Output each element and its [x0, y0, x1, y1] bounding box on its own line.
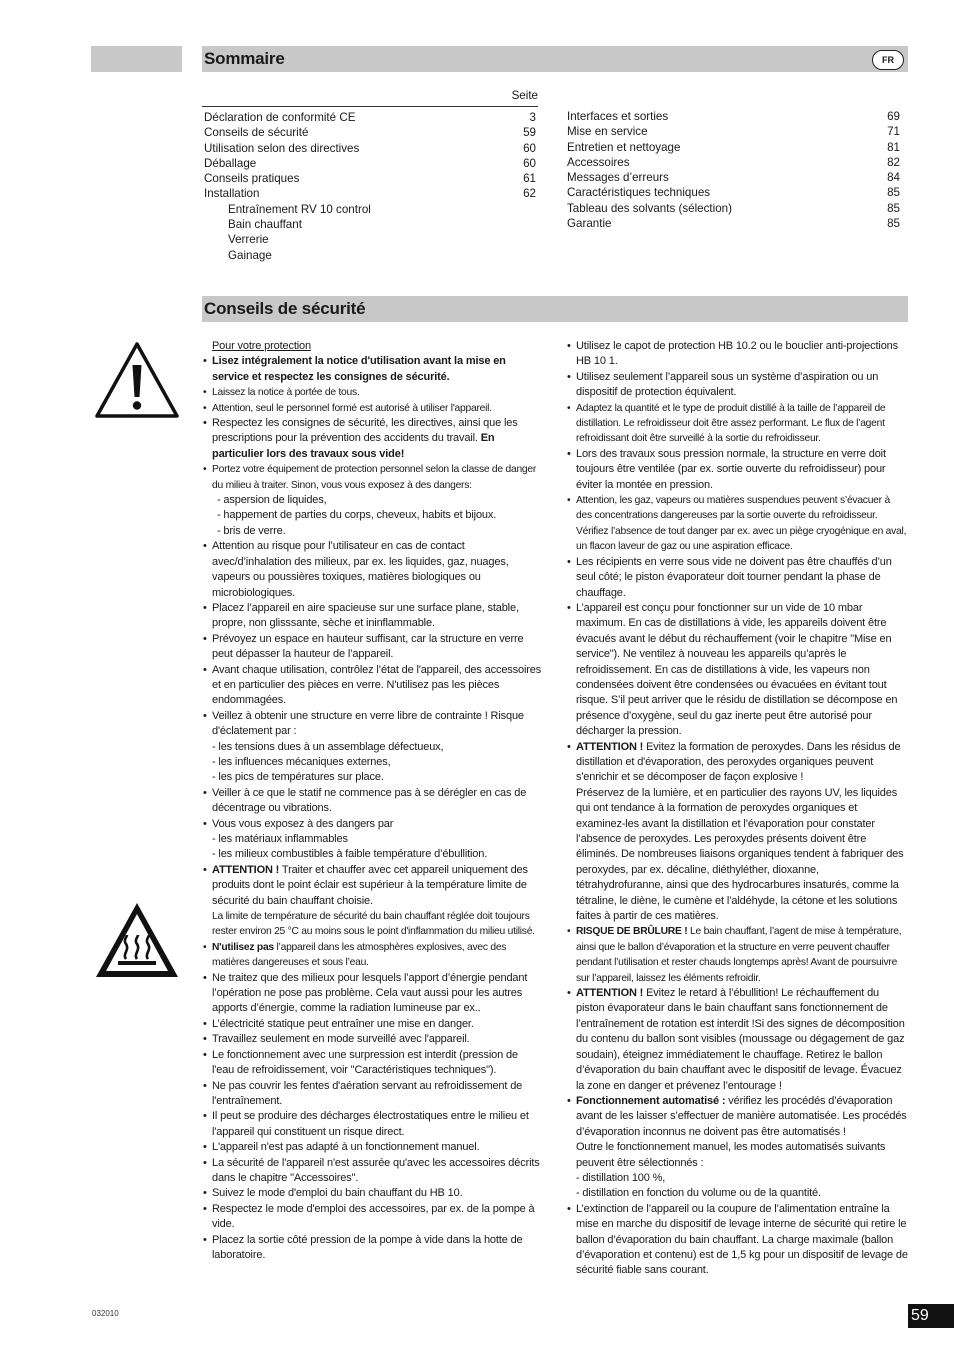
list-subitem: - distillation en fonction du volume ou de la quantité. — [576, 1187, 821, 1200]
section-title: Conseils de sécurité — [204, 299, 366, 318]
list-item: • Lisez intégralement la notice d'utilisation avant la mise en service et respectez les consignes de sécurité. — [203, 354, 542, 385]
margin-bar-top — [91, 46, 182, 72]
list-subitem: - bris de verre. — [217, 524, 286, 537]
section-header-safety — [202, 296, 908, 322]
toc-entry[interactable]: Caractéristiques techniques 85 — [567, 186, 900, 200]
toc-subentry[interactable]: Bain chauffant — [228, 218, 302, 232]
list-item: • Les récipients en verre sous vide ne doivent pas être chauffés d’un seul côté; le piston évaporateur doit tourner pendant la phase de chauffage. — [567, 555, 908, 601]
toc-entry[interactable]: Conseils pratiques 61 — [204, 172, 536, 186]
list-item: • Fonctionnement automatisé : vérifiez les procédés d’évaporation avant de les laisser s’effectuer de manière automatisée. Les procédés d’évaporation inconnus ne doivent pas être automatisés ! — [567, 1094, 908, 1140]
toc-entry[interactable]: Entretien et nettoyage 81 — [567, 140, 900, 154]
section-header-sommaire — [202, 46, 908, 72]
warning-triangle-icon — [94, 341, 180, 419]
list-item: • L’extinction de l’appareil ou la coupure de l’alimentation entraîne la mise en marche du dispositif de levage interne de sécurité qui retire le ballon d’évaporation du bain chauffant. La charge maximale (ballon d’évaporation et contenu) est de 1,5 kg pour un dispositif de levage de sécurité fiable sans courant. — [567, 1202, 908, 1279]
list-item: • Placez la sortie côté pression de la pompe à vide dans la hotte de laboratoire. — [203, 1233, 542, 1264]
toc-entry[interactable]: Installation 62 — [204, 187, 536, 201]
list-item: • ATTENTION ! Traiter et chauffer avec cet appareil uniquement des produits dont le point éclair est supérieur à la température limite de sécurité du bain chauffant choisie. — [203, 863, 542, 909]
list-item: • ATTENTION ! Evitez le retard à l’ébullition! Le réchauffement du piston évaporateur dans le bain chauffant sans fonctionnement de l’entraînement de rotation est interdit !Si des signes de décomposition du contenu du ballon sont visibles (moussage ou dégagement de gaz soudain), éteignez immédiatement le chauffage. Retirez le ballon d’évaporation du bain chauffant avec le dispositif de levage. Évacuez la zone en danger et prévenez l’entourage ! — [567, 986, 908, 1094]
list-item: • Vous vous exposez à des dangers par — [203, 817, 542, 832]
list-paragraph: Outre le fonctionnement manuel, les modes automatisés suivants peuvent être sélectionnés : — [576, 1141, 886, 1169]
list-item: • ATTENTION ! Evitez la formation de peroxydes. Dans les résidus de distillation et d'évaporation, des peroxydes organiques peuvent s'enrichir et se décomposer de façon explosive ! — [567, 740, 908, 786]
toc-entry[interactable]: Déballage 60 — [204, 156, 536, 170]
list-item: • Ne pas couvrir les fentes d'aération servant au refroidissement de l'entraînement. — [203, 1079, 542, 1110]
list-item: • Utilisez le capot de protection HB 10.2 ou le bouclier anti-projections HB 10 1. — [567, 339, 908, 370]
list-item: • Ne traitez que des milieux pour lesquels l’apport d’énergie pendant l’opération ne pose pas problème. Cela vaut aussi pour les autres apports d’énergie, comme la radiation lumineuse par ex.. — [203, 971, 542, 1017]
toc-entry[interactable]: Utilisation selon des directives 60 — [204, 141, 536, 155]
subheading: Pour votre protection — [212, 340, 311, 352]
list-subitem: - aspersion de liquides, — [217, 494, 327, 507]
toc-entry[interactable]: Conseils de sécurité 59 — [204, 126, 536, 140]
list-item: • Lors des travaux sous pression normale, la structure en verre doit toujours être ventilée (par ex. sortie ouverte du refroidisseur) pour éviter la montée en pression. — [567, 447, 908, 493]
page-number: 59 — [908, 1304, 954, 1328]
toc-entry[interactable]: Mise en service 71 — [567, 125, 900, 139]
list-item: • RISQUE DE BRÛLURE ! Le bain chauffant, l’agent de mise à température, ainsi que le ballon d’évaporation et la structure en verre peuvent chauffer pendant l’utilisation et rester chauds longtemps après! Avant de poursuivre sur l’appareil, laissez les éléments refroidir. — [567, 924, 908, 986]
list-item: • Le fonctionnement avec une surpression est interdit (pression de l'eau de refroidissement, voir "Caractéristiques techniques"). — [203, 1048, 542, 1079]
toc-subentry[interactable]: Entraînement RV 10 control — [228, 202, 371, 216]
list-item: • Placez l’appareil en aire spacieuse sur une surface plane, stable, propre, non glisssante, sèche et ininflammable. — [203, 601, 542, 632]
list-subitem: - happement de parties du corps, cheveux, habits et bijoux. — [217, 509, 497, 522]
list-item: • Respectez le mode d'emploi des accessoires, par ex. de la pompe à vide. — [203, 1202, 542, 1233]
safety-column-right — [567, 339, 908, 1279]
language-badge: FR — [872, 50, 904, 70]
safety-column-left — [203, 339, 542, 1263]
list-item: • Prévoyez un espace en hauteur suffisant, car la structure en verre peut dépasser la hauteur de l’appareil. — [203, 632, 542, 663]
toc-entry[interactable]: Interfaces et sorties 69 — [567, 110, 900, 123]
list-subitem: - les milieux combustibles à faible température d’ébullition. — [212, 848, 488, 861]
section-title: Sommaire — [204, 49, 285, 68]
toc-entry[interactable]: Déclaration de conformité CE 3 — [204, 111, 536, 124]
list-item: • Avant chaque utilisation, contrôlez l’état de l'appareil, des accessoires et en particulier des pièces en verre. N'utilisez pas les pièces endommagées. — [203, 663, 542, 709]
toc-subentry[interactable]: Gainage — [228, 248, 272, 262]
toc-entry[interactable]: Garantie 85 — [567, 217, 900, 231]
list-item: • Attention au risque pour l’utilisateur en cas de contact avec/d’inhalation des milieux, par ex. les liquides, gaz, nuages, vapeurs ou poussières toxiques, matières biologiques ou microbiologiques. — [203, 539, 542, 601]
list-item: • La sécurité de l'appareil n'est assurée qu'avec les accessoires décrits dans le chapitre "Accessoires". — [203, 1156, 542, 1187]
list-item: • Utilisez seulement l’appareil sous un système d’aspiration ou un dispositif de protection équivalent. — [567, 370, 908, 401]
list-item: • Veiller à ce que le statif ne commence pas à se dérégler en cas de décentrage ou vibrations. — [203, 786, 542, 817]
list-item: • L’électricité statique peut entraîner une mise en danger. — [203, 1017, 542, 1032]
list-item: • Attention, les gaz, vapeurs ou matières suspendues peuvent s’évacuer à des concentrations dangereuses par la sortie ouverte du refroidisseur. Vérifiez l’absence de tout danger par ex. avec un piège cryogénique en aval, un flacon laveur de gaz ou une aspiration efficace. — [567, 493, 908, 555]
toc-entry[interactable]: Messages d’erreurs 84 — [567, 171, 900, 185]
document-code: 032010 — [92, 1309, 119, 1318]
toc-entry[interactable]: Accessoires 82 — [567, 155, 900, 169]
list-item: • L’appareil est conçu pour fonctionner sur un vide de 10 mbar maximum. En cas de distillations à vide, les appareils doivent être évacués avant le début du réchauffement (voir le chapitre "Mise en service"). Ne ventilez à nouveau les appareils qu’après le refroidissement. En cas de distillations à vide, les vapeurs non condensées doivent être condensées ou évacuées en évitant tout risque. S’il peut arriver que le résidu de distillation se décompose en présence d’oxygène, seul du gaz inerte peut être autorisé pour décharger la pression. — [567, 601, 908, 740]
list-item: • N'utilisez pas l’appareil dans les atmosphères explosives, avec des matières dangereuses et sous l’eau. — [203, 940, 542, 971]
list-subitem: - les influences mécaniques externes, — [212, 755, 391, 768]
list-item: • Attention, seul le personnel formé est autorisé à utiliser l'appareil. — [203, 401, 542, 416]
list-subitem: - les matériaux inflammables — [212, 833, 348, 845]
list-item: • Adaptez la quantité et le type de produit distillé à la taille de l’appareil de distillation. Le refroidisseur doit être assez performant. Le flux de l’agent refroidissant doit être surveillé à la sortie du refroidisseur. — [567, 401, 908, 447]
list-item: • Laissez la notice à portée de tous. — [203, 385, 542, 400]
list-item: • Il peut se produire des décharges électrostatiques entre le milieu et l'appareil qui constituent un risque direct. — [203, 1109, 542, 1140]
list-item: • L'appareil n'est pas adapté à un fonctionnement manuel. — [203, 1140, 542, 1155]
toc-left — [202, 88, 538, 263]
list-paragraph: Préservez de la lumière, et en particulier des rayons UV, les liquides qui ont tendance à la formation de peroxydes organiques et examinez-les avant la distillation et l’évaporation pour constater l’absence de peroxydes. Les peroxydes présents doivent être éliminés. De nombreuses liaisons organiques tendent à fabriquer des peroxydes, par ex. décaline, diéthyléther, dioxanne, tétrahydrofuranne, ainsi que des hydrocarbures insaturés, comme la tétraline, le diène, le cumène et l’aldéhyde, la cétone et les solutions faites à partir de ces matières. — [576, 786, 904, 923]
toc-page-header: Seite — [202, 88, 538, 107]
hot-surface-warning-icon — [94, 901, 180, 979]
list-subitem: - les tensions dues à un assemblage défectueux, — [212, 740, 444, 753]
list-item: • Suivez le mode d'emploi du bain chauffant du HB 10. — [203, 1186, 542, 1201]
list-item: • Portez votre équipement de protection personnel selon la classe de danger du milieu à traiter. Sinon, vous vous exposez à des dangers: — [203, 462, 542, 493]
toc-subentry[interactable]: Verrerie — [228, 233, 269, 247]
list-subitem: - les pics de températures sur place. — [212, 771, 384, 784]
list-item: • Respectez les consignes de sécurité, les directives, ainsi que les prescriptions pour la prévention des accidents du travail. En particulier lors des travaux sous vide! — [203, 416, 542, 462]
list-paragraph: La limite de température de sécurité du bain chauffant réglée doit toujours rester environ 25 °C au moins sous le point d'inflammation du milieu utilisé. — [212, 911, 535, 938]
toc-right — [567, 109, 900, 231]
list-item: • Veillez à obtenir une structure en verre libre de contrainte ! Risque d'éclatement par : — [203, 709, 542, 740]
list-item: • Travaillez seulement en mode surveillé avec l'appareil. — [203, 1032, 542, 1047]
list-subitem: - distillation 100 %, — [576, 1171, 666, 1184]
toc-entry[interactable]: Tableau des solvants (sélection) 85 — [567, 201, 900, 215]
